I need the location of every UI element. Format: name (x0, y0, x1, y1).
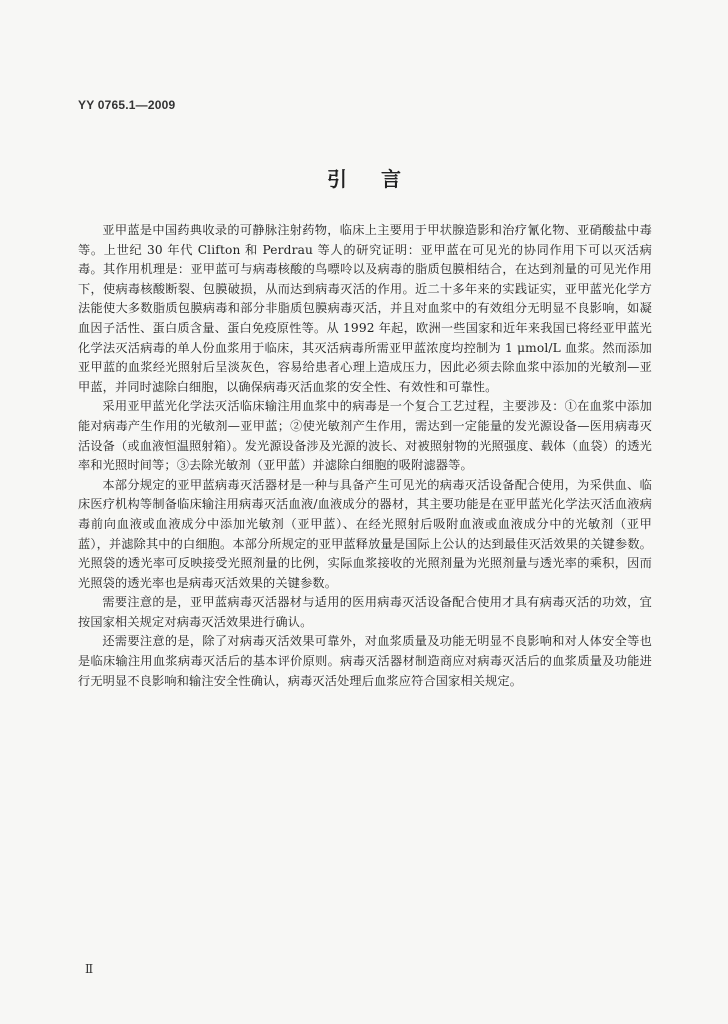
standard-number: YY 0765.1—2009 (78, 98, 176, 112)
body-text (78, 221, 652, 691)
title-char-1: 引 (327, 167, 347, 191)
paragraph-5: 还需要注意的是，除了对病毒灭活效果可靠外，对血浆质量及功能无明显不良影响和对人体安全等也是临床输注用血浆病毒灭活后的基本评价原则。病毒灭活器材制造商应对病毒灭活后的血浆质量及功能进行无明显不良影响和输注安全性确认，病毒灭活处理后血浆应符合国家相关规定。 (78, 634, 652, 688)
title-char-2: 言 (381, 167, 401, 191)
paragraph-4: 需要注意的是，亚甲蓝病毒灭活器材与适用的医用病毒灭活设备配合使用才具有病毒灭活的功效，宜按国家相关规定对病毒灭活效果进行确认。 (78, 595, 652, 629)
paragraph-3: 本部分规定的亚甲蓝病毒灭活器材是一种与具备产生可见光的病毒灭活设备配合使用，为采供血、临床医疗机构等制备临床输注用病毒灭活血液/血液成分的器材，其主要功能是在亚甲蓝光化学法灭活血液病毒前向血液或血液成分中添加光敏剂（亚甲蓝）、在经光照射后吸附血液或血液成分中的光敏剂（亚甲蓝），并滤除其中的白细胞。本部分所规定的亚甲蓝释放量是国际上公认的达到最佳灭活效果的关键参数。光照袋的透光率可反映接受光照剂量的比例，实际血浆接收的光照剂量为光照剂量与透光率的乘积，因而光照袋的透光率也是病毒灭活效果的关键参数。 (78, 477, 652, 590)
paragraph-1: 亚甲蓝是中国药典收录的可静脉注射药物，临床上主要用于甲状腺造影和治疗氰化物、亚硝酸盐中毒等。上世纪 30 年代 Clifton 和 Perdrau 等人的研究证明：亚甲蓝在可见光的协同作用下可以灭活病毒。其作用机理是：亚甲蓝可与病毒核酸的鸟嘌呤以及病毒的脂质包膜相结合，在达到剂量的可见光作用下，使病毒核酸断裂、包膜破损，从而达到病毒灭活的作用。近二十多年来的实践证实，亚甲蓝光化学方法能使大多数脂质包膜病毒和部分非脂质包膜病毒灭活，并且对血浆中的有效组分无明显不良影响，如凝血因子活性、蛋白质含量、蛋白免疫原性等。从 1992 年起，欧洲一些国家和近年来我国已将经亚甲蓝光化学法灭活病毒的单人份血浆用于临床，其灭活病毒所需亚甲蓝浓度均控制为 1 μmol/L 血浆。然而添加亚甲蓝的血浆经光照射后呈淡灰色，容易给患者心理上造成压力，因此必须去除血浆中添加的光敏剂—亚甲蓝，并同时滤除白细胞，以确保病毒灭活血浆的安全性、有效性和可靠性。 (78, 223, 652, 394)
section-title (0, 163, 728, 192)
paragraph-2: 采用亚甲蓝光化学法灭活临床输注用血浆中的病毒是一个复合工艺过程，主要涉及：①在血浆中添加能对病毒产生作用的光敏剂—亚甲蓝；②使光敏剂产生作用，需达到一定能量的发光源设备—医用病毒灭活设备（或血液恒温照射箱）。发光源设备涉及光源的波长、对被照射物的光照强度、载体（血袋）的透光率和光照时间等；③去除光敏剂（亚甲蓝）并滤除白细胞的吸附滤器等。 (78, 399, 652, 473)
page-number: Ⅱ (85, 962, 94, 976)
